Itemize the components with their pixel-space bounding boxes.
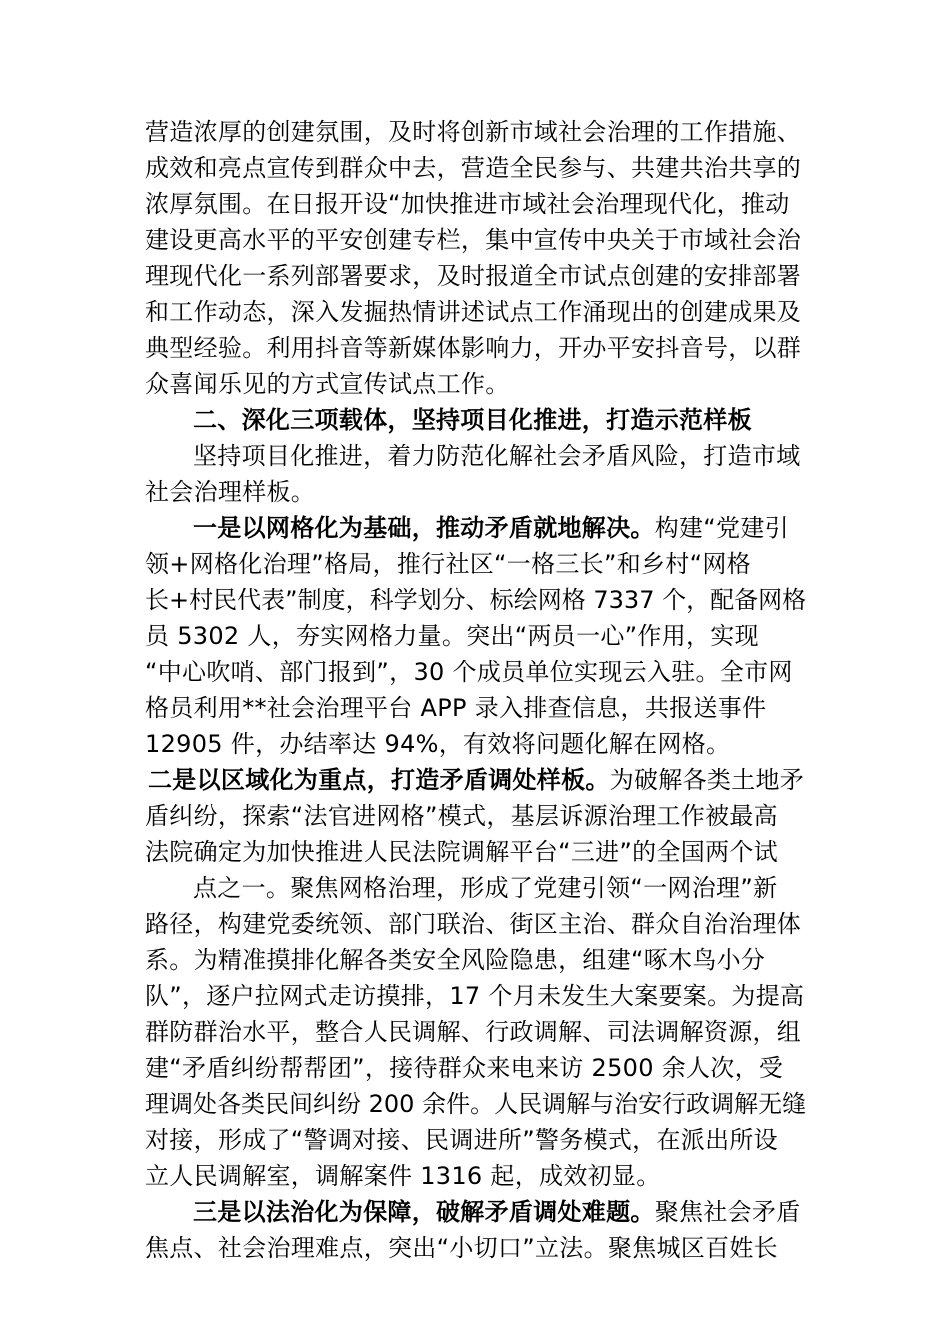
section-heading: 二、深化三项载体，坚持项目化推进，打造示范样板 (193, 406, 752, 434)
paragraph-line: 建设更高水平的平安创建专栏，集中宣传中央关于市域社会治 (145, 226, 802, 254)
paragraph-line: 法院确定为加快推进人民法院调解平台“三进”的全国两个试 (145, 838, 778, 866)
paragraph-text: 为破解各类土地矛 (609, 766, 805, 794)
lead-sentence: 一是以网格化为基础，推动矛盾就地解决。 (193, 514, 655, 542)
paragraph-line: 理调处各类民间纠纷 200 余件。人民调解与治安行政调解无缝 (145, 1090, 807, 1118)
paragraph-line: 群防群治水平，整合人民调解、行政调解、司法调解资源，组 (145, 1018, 802, 1046)
paragraph-line: 盾纠纷，探索“法官进网格”模式，基层诉源治理工作被最高 (145, 802, 778, 830)
lead-sentence: 二是以区域化为重点，打造矛盾调处样板。 (148, 766, 610, 794)
paragraph-line: 众喜闻乐见的方式宣传试点工作。 (145, 370, 510, 398)
paragraph-line: 典型经验。利用抖音等新媒体影响力，开办平安抖音号，以群 (145, 334, 802, 362)
paragraph-line: 立人民调解室，调解案件 1316 起，成效初显。 (145, 1162, 661, 1190)
paragraph-line (148, 762, 804, 798)
paragraph-line: 路径，构建党委统领、部门联治、街区主治、群众自治治理体 (145, 910, 802, 938)
paragraph-line: 12905 件，办结率达 94%，有效将问题化解在网格。 (145, 730, 731, 758)
paragraph-line: “中心吹哨、部门报到”，30 个成员单位实现云入驻。全市网 (145, 658, 793, 686)
paragraph-line (193, 510, 789, 546)
paragraph-line: 员 5302 人，夯实网格力量。突出“两员一心”作用，实现 (145, 622, 759, 650)
paragraph-line: 浓厚氛围。在日报开设“加快推进市域社会治理现代化，推动 (145, 190, 790, 218)
paragraph-line: 焦点、社会治理难点，突出“小切口”立法。聚焦城区百姓长 (145, 1234, 778, 1262)
paragraph-line: 长+村民代表”制度，科学划分、标绘网格 7337 个，配备网格 (145, 586, 807, 614)
paragraph-line: 营造浓厚的创建氛围，及时将创新市域社会治理的工作措施、 (145, 118, 802, 146)
paragraph-line: 队”，逐户拉网式走访摸排，17 个月未发生大案要案。为提高 (145, 982, 805, 1010)
paragraph-text: 聚焦社会矛盾 (654, 1198, 801, 1226)
paragraph-line: 格员利用**社会治理平台 APP 录入排查信息，共报送事件 (145, 694, 767, 722)
paragraph-line: 建“矛盾纠纷帮帮团”，接待群众来电来访 2500 余人次，受 (145, 1054, 784, 1082)
paragraph-line: 领+网格化治理”格局，推行社区“一格三长”和乡村“网格 (145, 550, 751, 578)
paragraph-line: 点之一。聚焦网格治理，形成了党建引领“一网治理”新 (193, 874, 778, 902)
paragraph-line: 对接，形成了“警调对接、民调进所”警务模式，在派出所设 (145, 1126, 778, 1154)
paragraph-text: 构建“党建引 (654, 514, 789, 542)
paragraph-line: 成效和亮点宣传到群众中去，营造全民参与、共建共治共享的 (145, 154, 802, 182)
paragraph-line: 和工作动态，深入发掘热情讲述试点工作涌现出的创建成果及 (145, 298, 802, 326)
paragraph-line: 社会治理样板。 (145, 478, 316, 506)
paragraph-line: 理现代化一系列部署要求，及时报道全市试点创建的安排部署 (145, 262, 802, 290)
lead-sentence: 三是以法治化为保障，破解矛盾调处难题。 (193, 1198, 655, 1226)
paragraph-line: 系。为精准摸排化解各类安全风险隐患，组建“啄木鸟小分 (145, 946, 766, 974)
paragraph-line: 坚持项目化推进，着力防范化解社会矛盾风险，打造市域 (193, 442, 801, 470)
paragraph-line (193, 1194, 801, 1230)
